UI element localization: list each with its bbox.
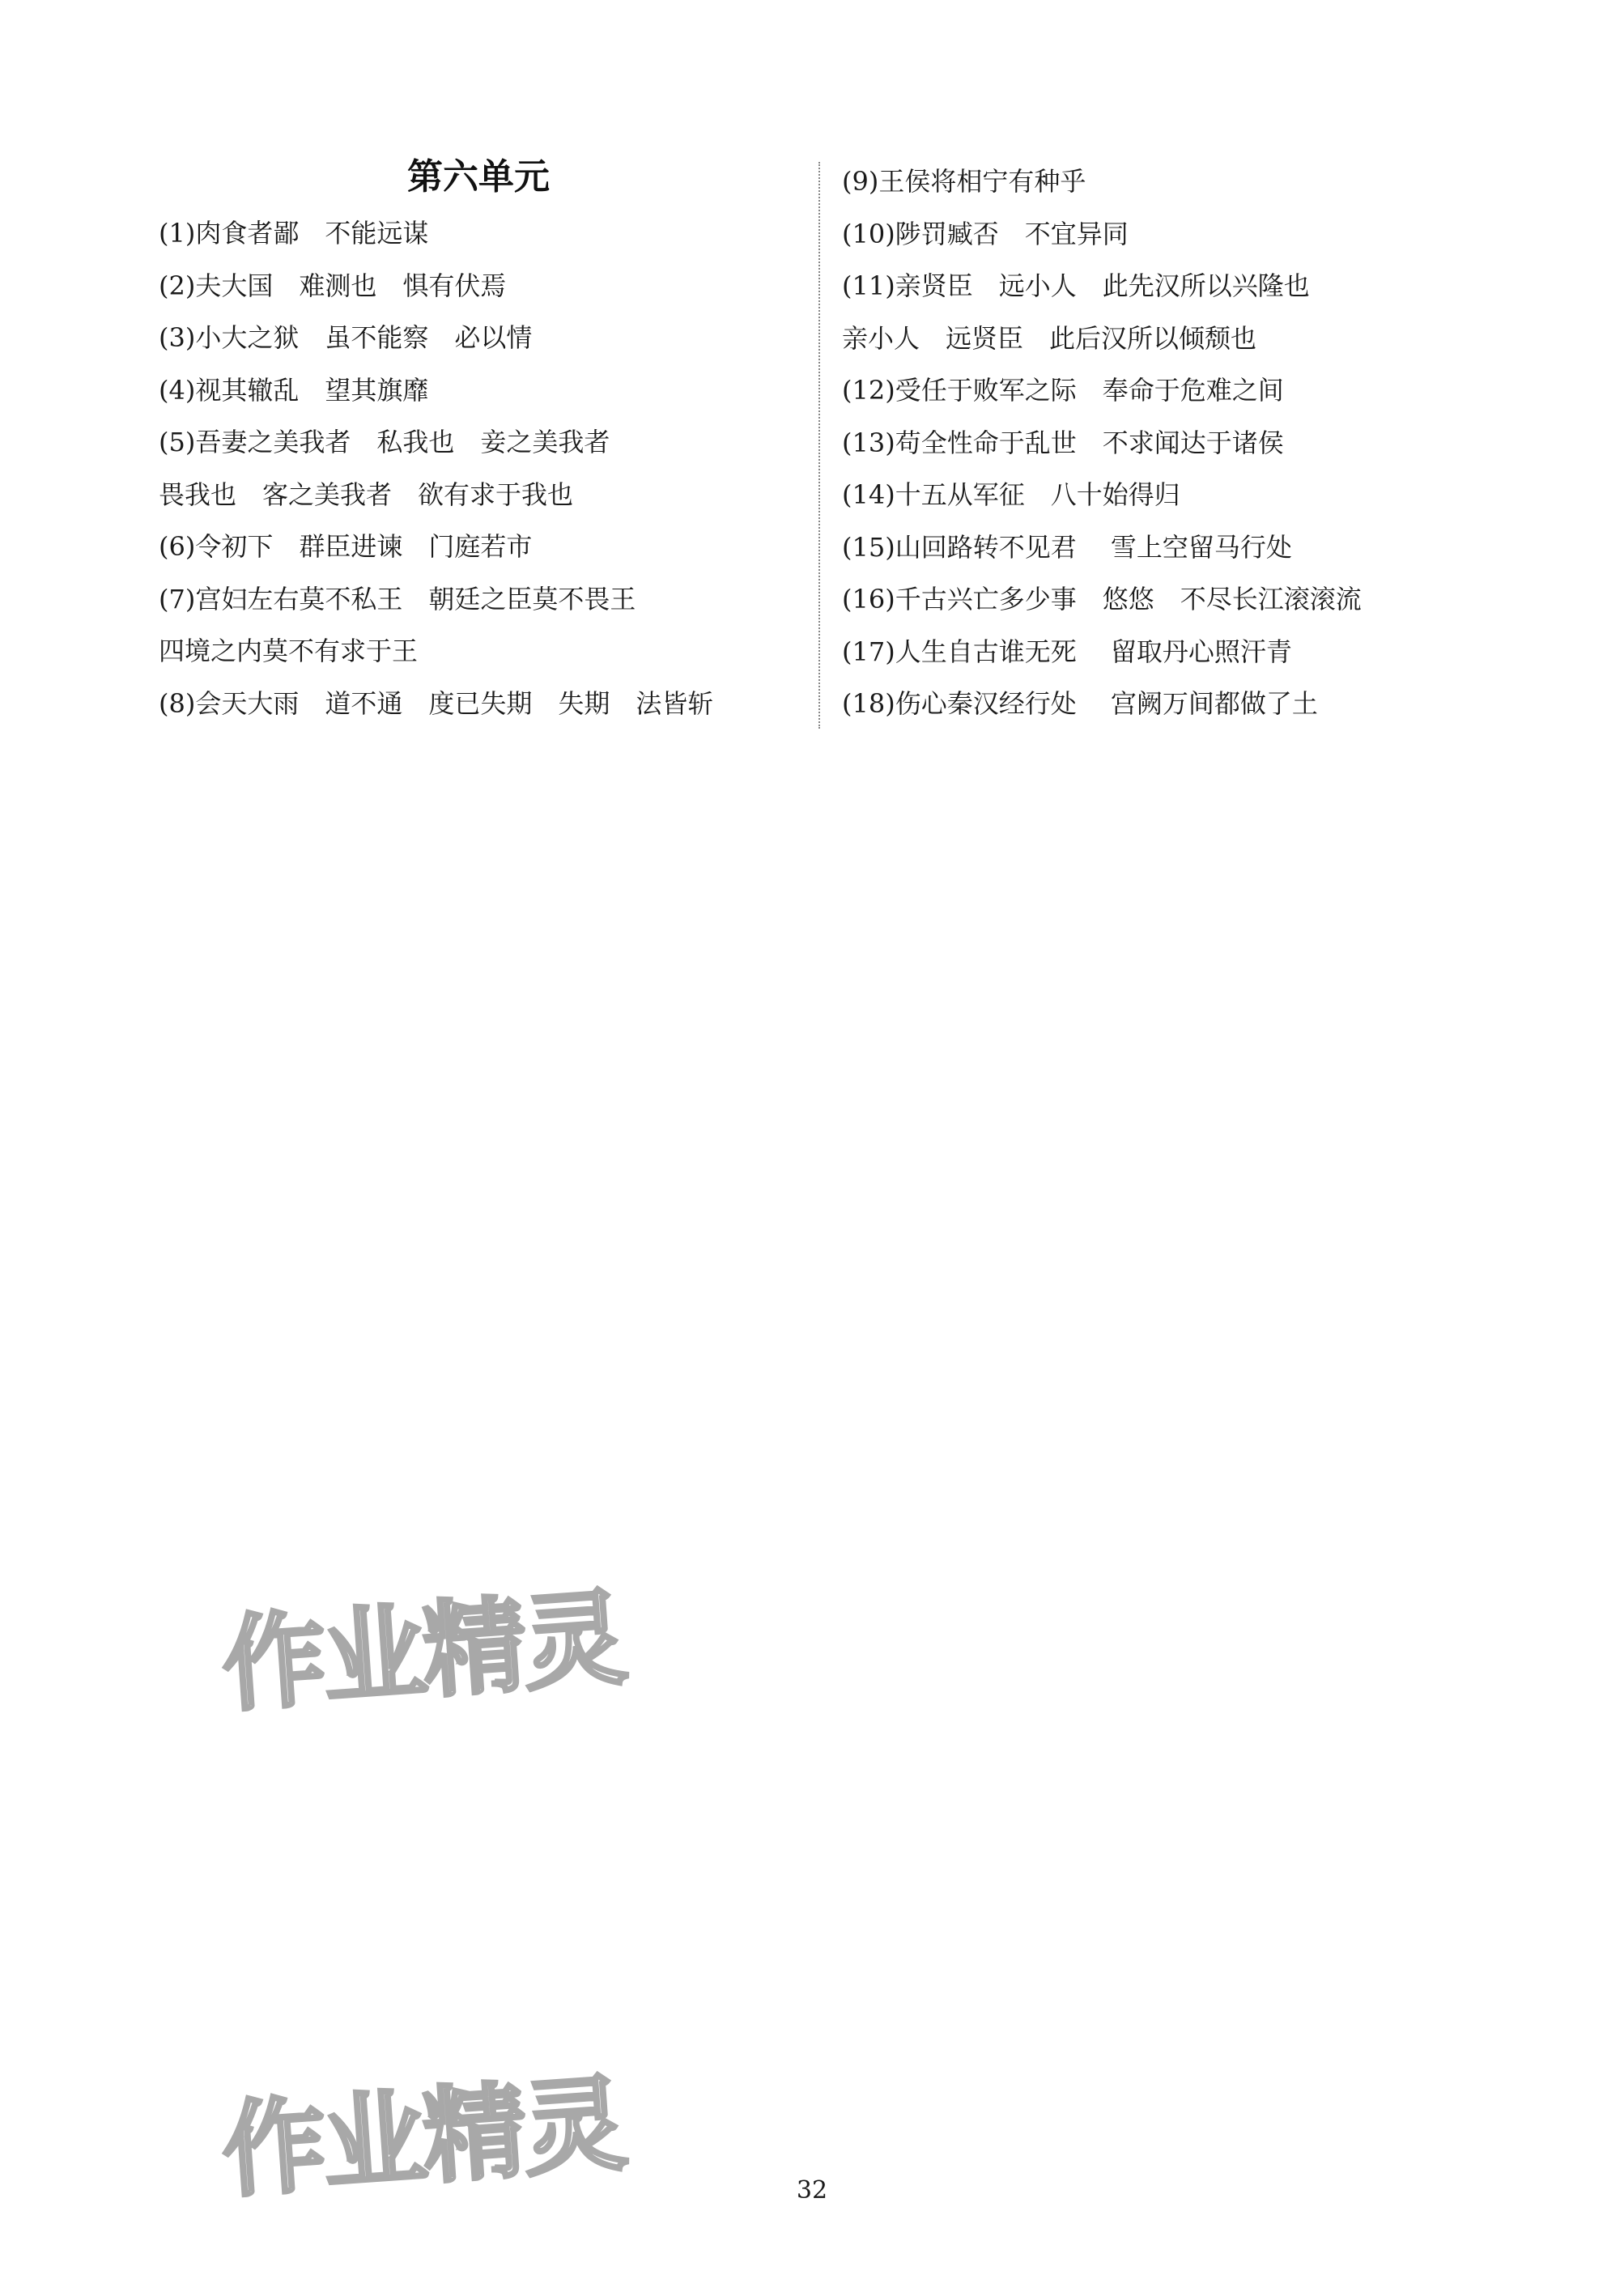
watermark: 作业精灵 <box>219 1578 628 1727</box>
page-number: 32 <box>796 2176 828 2205</box>
left-column <box>159 154 798 729</box>
column-divider <box>818 162 820 729</box>
watermark: 作业精灵 <box>219 2064 628 2213</box>
answer-line: (9)王侯将相宁有种乎 <box>842 166 1086 197</box>
answer-line: 四境之内莫不有求于王 <box>159 636 419 666</box>
right-column <box>842 155 1490 730</box>
answer-line: (8)会天大雨 道不通 度已失期 失期 法皆斩 <box>159 687 714 719</box>
answer-line: (7)宫妇左右莫不私王 朝廷之臣莫不畏王 <box>159 583 636 614</box>
answer-line: (4)视其辙乱 望其旗靡 <box>159 374 429 406</box>
answer-line: (2)夫大国 难测也 惧有伏焉 <box>159 270 507 301</box>
answer-line: (14)十五从军征 八十始得归 <box>842 479 1180 510</box>
answer-line: 畏我也 客之美我者 欲有求于我也 <box>159 478 574 510</box>
answer-line: (17)人生自古谁无死 留取丹心照汗青 <box>842 636 1292 667</box>
answer-line: (1)肉食者鄙 不能远谋 <box>159 218 429 249</box>
answer-line: (6)令初下 群臣进谏 门庭若市 <box>159 531 533 562</box>
answer-line: (5)吾妻之美我者 私我也 妾之美我者 <box>159 427 610 457</box>
answer-line: (11)亲贤臣 远小人 此先汉所以兴隆也 <box>842 270 1310 301</box>
answer-line: (3)小大之狱 虽不能察 必以情 <box>159 322 533 353</box>
answer-line: (12)受任于败军之际 奉命于危难之间 <box>842 375 1284 406</box>
answer-line: (18)伤心秦汉经行处 宫阙万间都做了土 <box>842 688 1318 719</box>
answer-line: (10)陟罚臧否 不宜异同 <box>842 218 1129 249</box>
answer-line: (13)苟全性命于乱世 不求闻达于诸侯 <box>842 427 1284 458</box>
answer-line: (16)千古兴亡多少事 悠悠 不尽长江滚滚流 <box>842 584 1362 614</box>
answer-line: (15)山回路转不见君 雪上空留马行处 <box>842 531 1292 563</box>
answer-line: 亲小人 远贤臣 此后汉所以倾颓也 <box>842 322 1257 354</box>
unit-title: 第六单元 <box>407 156 550 198</box>
